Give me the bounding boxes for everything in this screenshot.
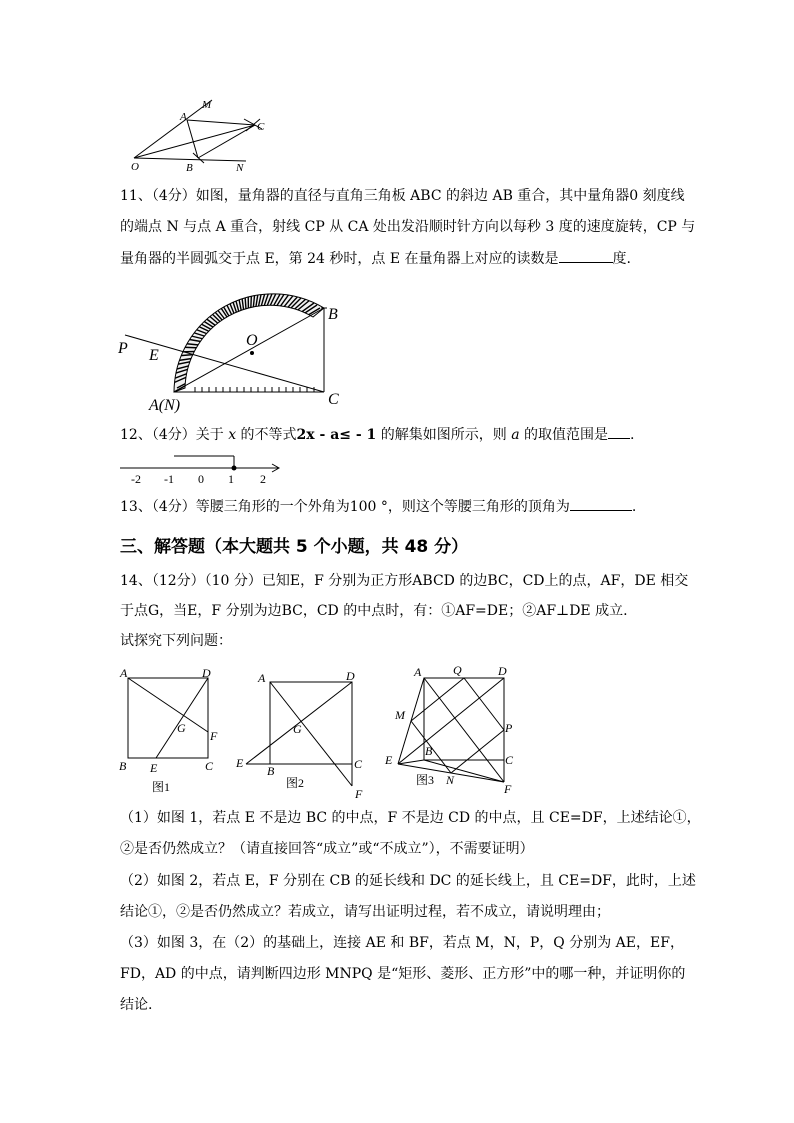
q12-text-a: 关于 bbox=[195, 427, 224, 443]
fig-top-label-o: O bbox=[131, 161, 139, 173]
q12-text-c: 的解集如图所示，则 bbox=[380, 427, 507, 443]
q11-line1 bbox=[120, 186, 685, 206]
q11-number: 11、（4分） bbox=[120, 188, 196, 204]
q13-number: 13、（4分） bbox=[120, 499, 196, 515]
protractor-label-e: E bbox=[149, 347, 159, 364]
fig3-label-c: C bbox=[505, 753, 514, 767]
figure-2 bbox=[232, 664, 372, 804]
q11-line2: 的端点 N 与点 A 重合，射线 CP 从 CA 处出发沿顺时针方向以每秒 3 度的速度旋转，CP 与 bbox=[120, 219, 696, 235]
q12-answer-blank[interactable] bbox=[608, 424, 630, 439]
fig2-label-f: F bbox=[355, 787, 363, 801]
fig2-label-e: E bbox=[236, 756, 244, 770]
protractor-label-p: P bbox=[118, 340, 128, 357]
figure-protractor bbox=[115, 275, 355, 415]
q14-line3: 试探究下列问题： bbox=[120, 633, 232, 649]
tick-label-0: 0 bbox=[198, 472, 204, 486]
fig3-label-a: A bbox=[414, 665, 422, 679]
q12-line bbox=[120, 424, 634, 445]
q11-text-line3a: 量角器的半圆弧交于点 E，第 24 秒时，点 E 在量角器上对应的读数是 bbox=[120, 251, 559, 267]
q14-part2-line2: 结论①，②是否仍然成立？若成立，请写出证明过程，若不成立，请说明理由； bbox=[120, 904, 610, 920]
fig-top-label-a: A bbox=[180, 111, 187, 123]
q14-part1-line2: ②是否仍然成立？（请直接回答“成立”或“不成立”），不需要证明） bbox=[120, 841, 534, 857]
fig1-label-a: A bbox=[120, 666, 128, 680]
protractor-label-c: C bbox=[328, 391, 339, 408]
fig-top-label-n: N bbox=[236, 162, 244, 174]
q14-part3-line3: 结论. bbox=[120, 997, 153, 1013]
tick-label-neg2: -2 bbox=[131, 472, 141, 486]
fig-top-label-m: M bbox=[202, 99, 212, 111]
q14-part2-line1: （2）如图 2，若点 E，F 分别在 CB 的延长线和 DC 的延长线上，且 CE=DF，此时，上述 bbox=[120, 873, 696, 889]
q14-part3-line2: FD，AD 的中点，请判断四边形 MNPQ 是“矩形、菱形、正方形”中的哪一种，并证明你的 bbox=[120, 966, 686, 982]
q12-var-a: a bbox=[511, 427, 520, 443]
fig1-label-g: G bbox=[177, 721, 186, 735]
figure-3 bbox=[378, 660, 528, 800]
q14-line2: 于点G，当E，F 分别为边BC，CD 的中点时，有：①AF=DE；②AF⊥DE 成立. bbox=[120, 603, 628, 619]
q12-text-d: 的取值范围是 bbox=[524, 427, 609, 443]
q14-part1-line1: （1）如图 1，若点 E 不是边 BC 的中点，F 不是边 CD 的中点，且 CE=DF，上述结论①， bbox=[120, 810, 701, 826]
number-line bbox=[118, 450, 288, 486]
fig3-label-p: P bbox=[505, 721, 513, 735]
fig1-caption: 图1 bbox=[152, 780, 171, 794]
protractor-label-o: O bbox=[246, 332, 258, 349]
fig3-label-e: E bbox=[385, 753, 393, 767]
fig2-label-g: G bbox=[293, 722, 302, 736]
figure-1 bbox=[116, 664, 226, 796]
figure-top-parallelogram bbox=[120, 95, 280, 180]
tick-label-1: 1 bbox=[228, 472, 234, 486]
protractor-label-b: B bbox=[328, 306, 338, 323]
fig3-label-n: N bbox=[446, 773, 455, 787]
fig1-label-b: B bbox=[119, 759, 127, 773]
q12-number: 12、（4分） bbox=[120, 427, 196, 443]
q13-end: . bbox=[631, 499, 637, 515]
q12-text-b: 的不等式 bbox=[240, 427, 297, 443]
q13-text: 等腰三角形的一个外角为100 °，则这个等腰三角形的顶角为 bbox=[195, 499, 570, 515]
q12-end: . bbox=[630, 427, 635, 443]
q14-line1 bbox=[120, 571, 688, 591]
fig3-label-b: B bbox=[425, 744, 433, 758]
fig1-label-f: F bbox=[210, 729, 218, 743]
fig-top-label-b: B bbox=[186, 162, 193, 174]
fig1-label-d: D bbox=[202, 666, 211, 680]
q11-answer-blank[interactable] bbox=[559, 248, 613, 263]
q13-line bbox=[120, 496, 636, 517]
q14-text-line1: （10 分）已知E，F 分别为正方形ABCD 的边BC，CD上的点，AF，DE 相交 bbox=[204, 573, 689, 589]
fig1-label-e: E bbox=[150, 761, 158, 775]
q14-part3-line1: （3）如图 3，在（2）的基础上，连接 AE 和 BF，若点 M，N，P，Q 分别为 AE，EF， bbox=[120, 935, 684, 951]
q11-text-line3b: 度. bbox=[612, 251, 631, 267]
q14-number: 14、（12分） bbox=[120, 573, 205, 589]
q11-line3 bbox=[120, 248, 631, 269]
tick-label-neg1: -1 bbox=[164, 472, 174, 486]
fig3-label-f: F bbox=[504, 782, 512, 796]
q12-var-x: x bbox=[228, 427, 237, 443]
fig2-label-d: D bbox=[346, 669, 355, 683]
fig-top-label-c: C bbox=[257, 121, 265, 133]
fig2-label-a: A bbox=[258, 671, 266, 685]
fig2-label-b: B bbox=[267, 764, 275, 778]
fig2-caption: 图2 bbox=[286, 776, 305, 790]
q11-text-line1: 如图，量角器的直径与直角三角板 ABC 的斜边 AB 重合，其中量角器0 刻度线 bbox=[195, 188, 685, 204]
fig3-label-d: D bbox=[498, 664, 507, 678]
fig3-caption: 图3 bbox=[416, 773, 435, 787]
section-3-heading: 三、解答题（本大题共 5 个小题，共 48 分） bbox=[120, 537, 469, 557]
protractor-label-an: A(N) bbox=[149, 397, 181, 414]
fig3-label-m: M bbox=[395, 708, 405, 722]
q12-inequality: 2x - a≤ - 1 bbox=[296, 427, 377, 443]
fig3-label-q: Q bbox=[453, 663, 462, 677]
fig1-label-c: C bbox=[205, 759, 214, 773]
q13-answer-blank[interactable] bbox=[570, 496, 632, 511]
tick-label-2: 2 bbox=[260, 472, 266, 486]
fig2-label-c: C bbox=[354, 757, 363, 771]
